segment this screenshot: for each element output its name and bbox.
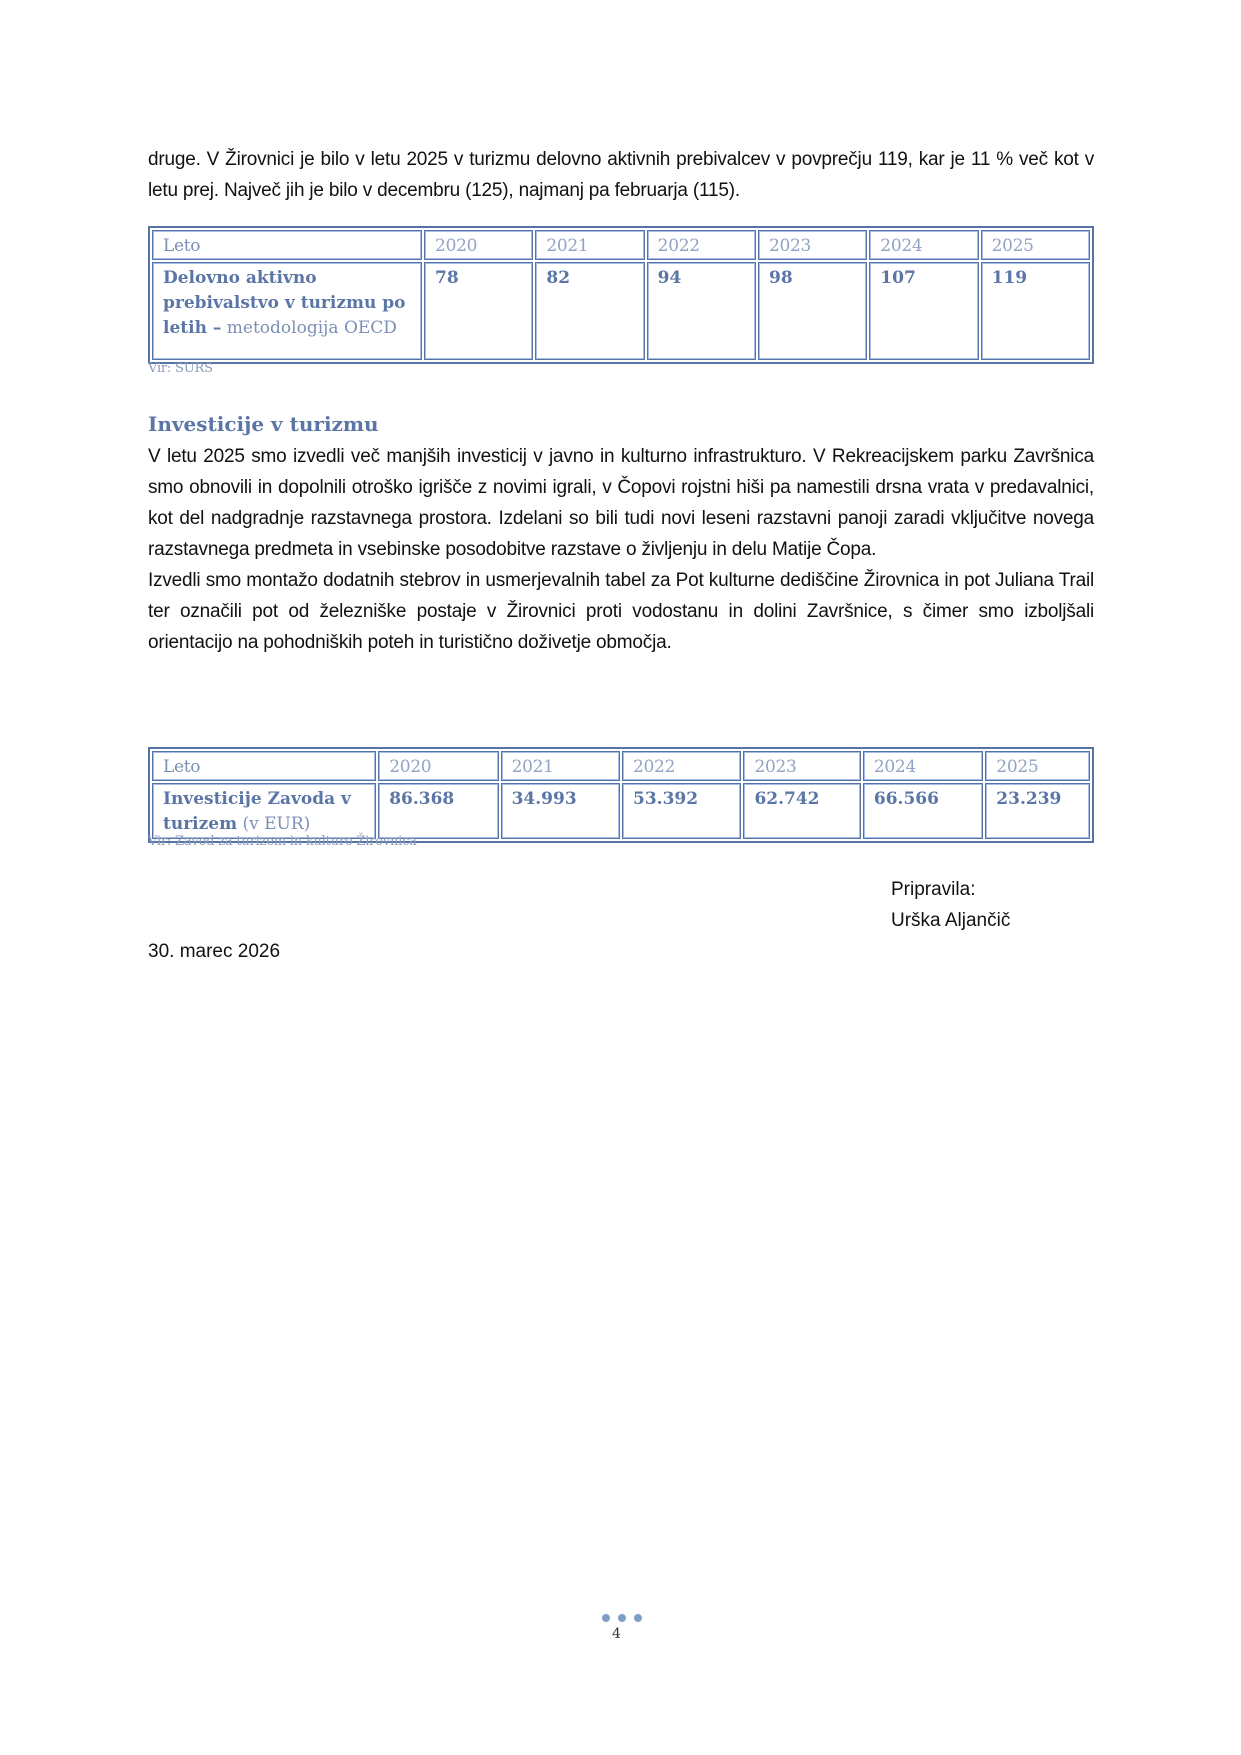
year-cell: 2025 <box>981 230 1090 260</box>
year-cell: 2022 <box>647 230 756 260</box>
year-cell: 2023 <box>743 751 860 781</box>
year-cell: 2023 <box>758 230 867 260</box>
table-row <box>152 262 1090 360</box>
dot-icon <box>634 1614 642 1622</box>
row-label-muted: (v EUR) <box>237 814 311 834</box>
value-cell: 23.239 <box>985 783 1090 839</box>
investment-table <box>148 747 1094 843</box>
value-cell: 86.368 <box>378 783 498 839</box>
year-cell: 2020 <box>424 230 533 260</box>
value-cell: 107 <box>869 262 978 360</box>
dot-icon <box>618 1614 626 1622</box>
row-label-muted: metodologija OECD <box>221 318 397 338</box>
source-note: Vir: SURS <box>148 361 213 376</box>
value-cell: 98 <box>758 262 867 360</box>
year-cell: 2021 <box>501 751 620 781</box>
intro-paragraph-text: druge. V Žirovnici je bilo v letu 2025 v turizmu delovno aktivnih prebivalcev v povprečju 119, kar je 11 % več kot v letu prej. Največ jih je bilo v decembru (125), najmanj pa februarja (115). <box>148 149 1094 201</box>
value-cell: 62.742 <box>743 783 860 839</box>
year-cell: 2021 <box>535 230 644 260</box>
investment-paragraphs <box>148 441 1094 658</box>
table-header-row <box>152 230 1090 260</box>
value-cell: 94 <box>647 262 756 360</box>
year-cell: 2024 <box>863 751 983 781</box>
value-cell: 66.566 <box>863 783 983 839</box>
value-cell: 119 <box>981 262 1090 360</box>
signature-label: Pripravila: <box>891 879 976 900</box>
year-cell: 2025 <box>985 751 1090 781</box>
row-label-cell <box>152 262 422 360</box>
source-note: Vir: Zavod za turizem in kulturo Žirovnica <box>148 834 417 849</box>
investment-paragraph: V letu 2025 smo izvedli več manjših investicij v javno in kulturno infrastrukturo. V Rekreacijskem parku Završnica smo obnovili in dopolnili otroško igrišče z novimi igrali, v Čopovi rojstni hiši pa namestili drsna vrata v predavalnici, kot del nadgradnje razstavnega prostora. Izdelani so bili tudi novi leseni razstavni panoji zaradi vključitve novega razstavnega predmeta in vsebinske posodobitve razstave o življenju in delu Matije Čopa. <box>148 446 1094 560</box>
value-cell: 82 <box>535 262 644 360</box>
year-cell: 2024 <box>869 230 978 260</box>
value-cell: 34.993 <box>501 783 620 839</box>
section-heading: Investicije v turizmu <box>148 412 379 436</box>
value-cell: 78 <box>424 262 533 360</box>
footer-dots-icon <box>602 1614 642 1622</box>
year-cell: 2020 <box>378 751 498 781</box>
row-label-bold: Investicije Zavoda v turizem <box>163 789 351 834</box>
signature-name: Urška Aljančič <box>891 910 1011 931</box>
row-label-cell <box>152 783 376 839</box>
employment-table <box>148 226 1094 364</box>
dot-icon <box>602 1614 610 1622</box>
row-label-bold: Delovno aktivno prebivalstvo v turizmu po letih – <box>163 268 406 338</box>
document-date: 30. marec 2026 <box>148 941 281 962</box>
value-cell: 53.392 <box>622 783 741 839</box>
page-number: 4 <box>612 1626 621 1642</box>
table-row <box>152 783 1090 839</box>
header-label-cell: Leto <box>152 230 422 260</box>
year-cell: 2022 <box>622 751 741 781</box>
investment-paragraph: Izvedli smo montažo dodatnih stebrov in usmerjevalnih tabel za Pot kulturne dediščine Žirovnica in pot Juliana Trail ter označili pot od železniške postaje v Žirovnici proti vodostanu in dolini Završnice, s čimer smo izboljšali orientacijo na pohodniških poteh in turistično doživetje območja. <box>148 570 1094 653</box>
table-header-row <box>152 751 1090 781</box>
intro-paragraph <box>148 144 1094 206</box>
header-label-cell: Leto <box>152 751 376 781</box>
